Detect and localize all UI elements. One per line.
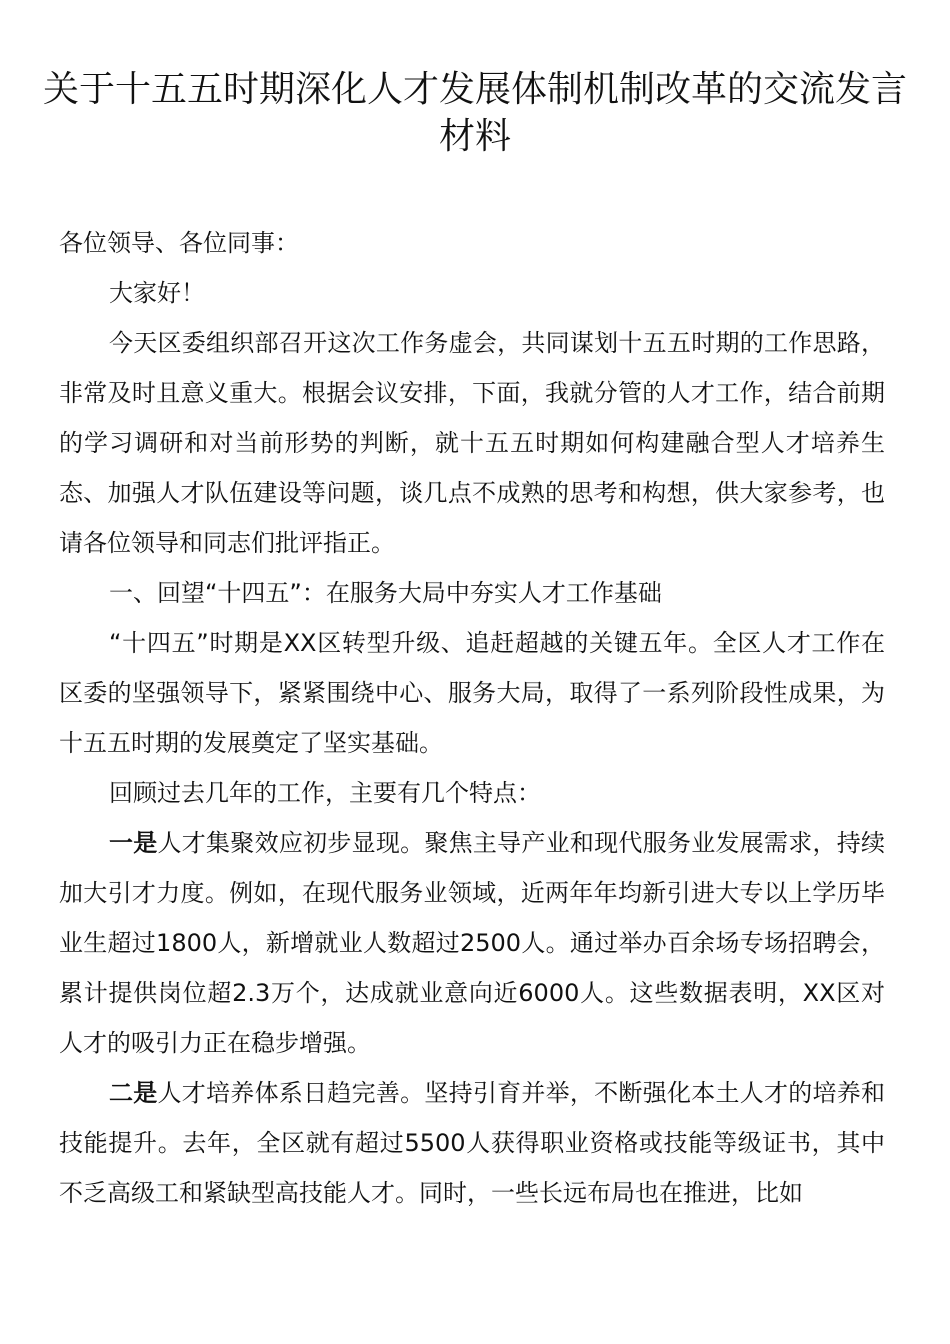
point-1-paragraph [59, 818, 885, 1068]
point-1-lead: 一是 [109, 829, 158, 857]
greeting: 大家好！ [109, 279, 205, 307]
review-intro: 回顾过去几年的工作，主要有几个特点： [109, 779, 541, 807]
document-body [59, 218, 885, 1218]
section-1-paragraph: “十四五”时期是XX区转型升级、追赶超越的关键五年。全区人才工作在区委的坚强领导下，紧紧围绕中心、服务大局，取得了一系列阶段性成果，为十五五时期的发展奠定了坚实基础。 [59, 629, 885, 757]
point-1-text: 人才集聚效应初步显现。聚焦主导产业和现代服务业发展需求，持续加大引才力度。例如，在现代服务业领域，近两年年均新引进大专以上学历毕业生超过1800人，新增就业人数超过2500人。通过举办百余场专场招聘会，累计提供岗位超2.3万个，达成就业意向近6000人。这些数据表明，XX区对人才的吸引力正在稳步增强。 [59, 829, 886, 1057]
point-2-paragraph [59, 1068, 885, 1218]
point-2-lead: 二是 [109, 1079, 158, 1107]
salutation: 各位领导、各位同事： [59, 229, 299, 257]
document-title: 关于十五五时期深化人才发展体制机制改革的交流发言材料 [42, 69, 907, 157]
intro-paragraph: 今天区委组织部召开这次工作务虚会，共同谋划十五五时期的工作思路，非常及时且意义重大。根据会议安排，下面，我就分管的人才工作，结合前期的学习调研和对当前形势的判断，就十五五时期如何构建融合型人才培养生态、加强人才队伍建设等问题，谈几点不成熟的思考和构想，供大家参考，也请各位领导和同志们批评指正。 [59, 329, 885, 557]
point-2-text: 人才培养体系日趋完善。坚持引育并举，不断强化本土人才的培养和技能提升。去年，全区就有超过5500人获得职业资格或技能等级证书，其中不乏高级工和紧缺型高技能人才。同时，一些长远布局也在推进，比如 [59, 1079, 886, 1207]
section-heading-1: 一、回望“十四五”：在服务大局中夯实人才工作基础 [109, 579, 662, 607]
